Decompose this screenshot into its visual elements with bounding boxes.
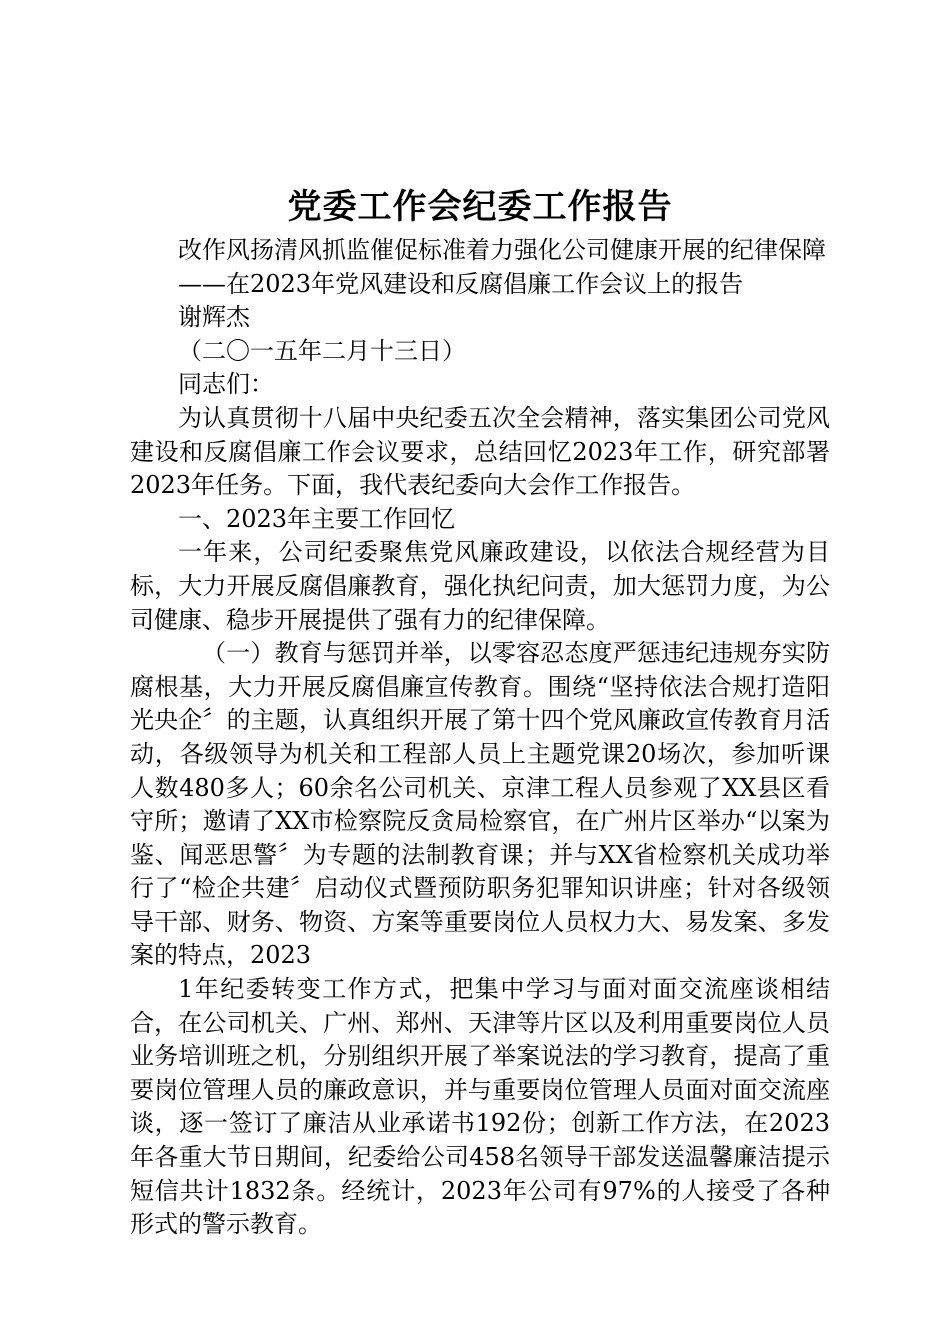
author-name: 谢辉杰: [178, 303, 250, 332]
paragraph-subsection-1: （一）教育与惩罚并举，以零容忍态度严惩违纪违规夯实防腐根基，大力开展反腐倡廉宣传教育。围绕“坚持依法合规打造阳光央企〞的主题，认真组织开展了第十四个党风廉政宣传教育月活动，各级领导为机关和工程部人员上主题党课20场次，参加听课人数480多人；60余名公司机关、京津工程人员参观了XX县区看守所；邀请了XX市检察院反贪局检察官，在广州片区举办“以案为鉴、闻恶思警〞为专题的法制教育课；并与XX省检察机关成功举行了“检企共建〞启动仪式暨预防职务犯罪知识讲座；针对各级领导干部、财务、物资、方案等重要岗位人员权力大、易发案、多发案的特点，2023: [130, 639, 830, 970]
paragraph-subsection-1-cont: 1年纪委转变工作方式，把集中学习与面对面交流座谈相结合，在公司机关、广州、郑州、天津等片区以及利用重要岗位人员业务培训班之机，分别组织开展了举案说法的学习教育，提高了重要岗位管理人员的廉政意识，并与重要岗位管理人员面对面交流座谈，逐一签订了廉洁从业承诺书192份；创新工作方法，在2023年各重大节日期间，纪委给公司458名领导干部发送温馨廉洁提示短信共计1832条。经统计，2023年公司有97%的人接受了各种形式的警示教育。: [130, 975, 830, 1239]
paragraph-overview: 一年来，公司纪委聚焦党风廉政建设，以依法合规经营为目标，大力开展反腐倡廉教育，强化执纪问责，加大惩罚力度，为公司健康、稳步开展提供了强有力的纪律保障。: [130, 538, 830, 634]
document-page: [130, 182, 830, 1242]
section-heading-1: 一、2023年主要工作回忆: [178, 504, 456, 533]
report-date: （二〇一五年二月十三日）: [178, 336, 466, 365]
report-occasion: ——在2023年党风建设和反腐倡廉工作会议上的报告: [178, 269, 744, 298]
document-subtitle: 改作风扬清风抓监催促标准着力强化公司健康开展的纪律保障: [178, 236, 826, 264]
document-title: 党委工作会纪委工作报告: [287, 187, 673, 227]
paragraph-intro: 为认真贯彻十八届中央纪委五次全会精神，落实集团公司党风建设和反腐倡廉工作会议要求，总结回忆2023年工作，研究部署2023年任务。下面，我代表纪委向大会作工作报告。: [130, 403, 830, 500]
salutation: 同志们：: [178, 370, 274, 399]
